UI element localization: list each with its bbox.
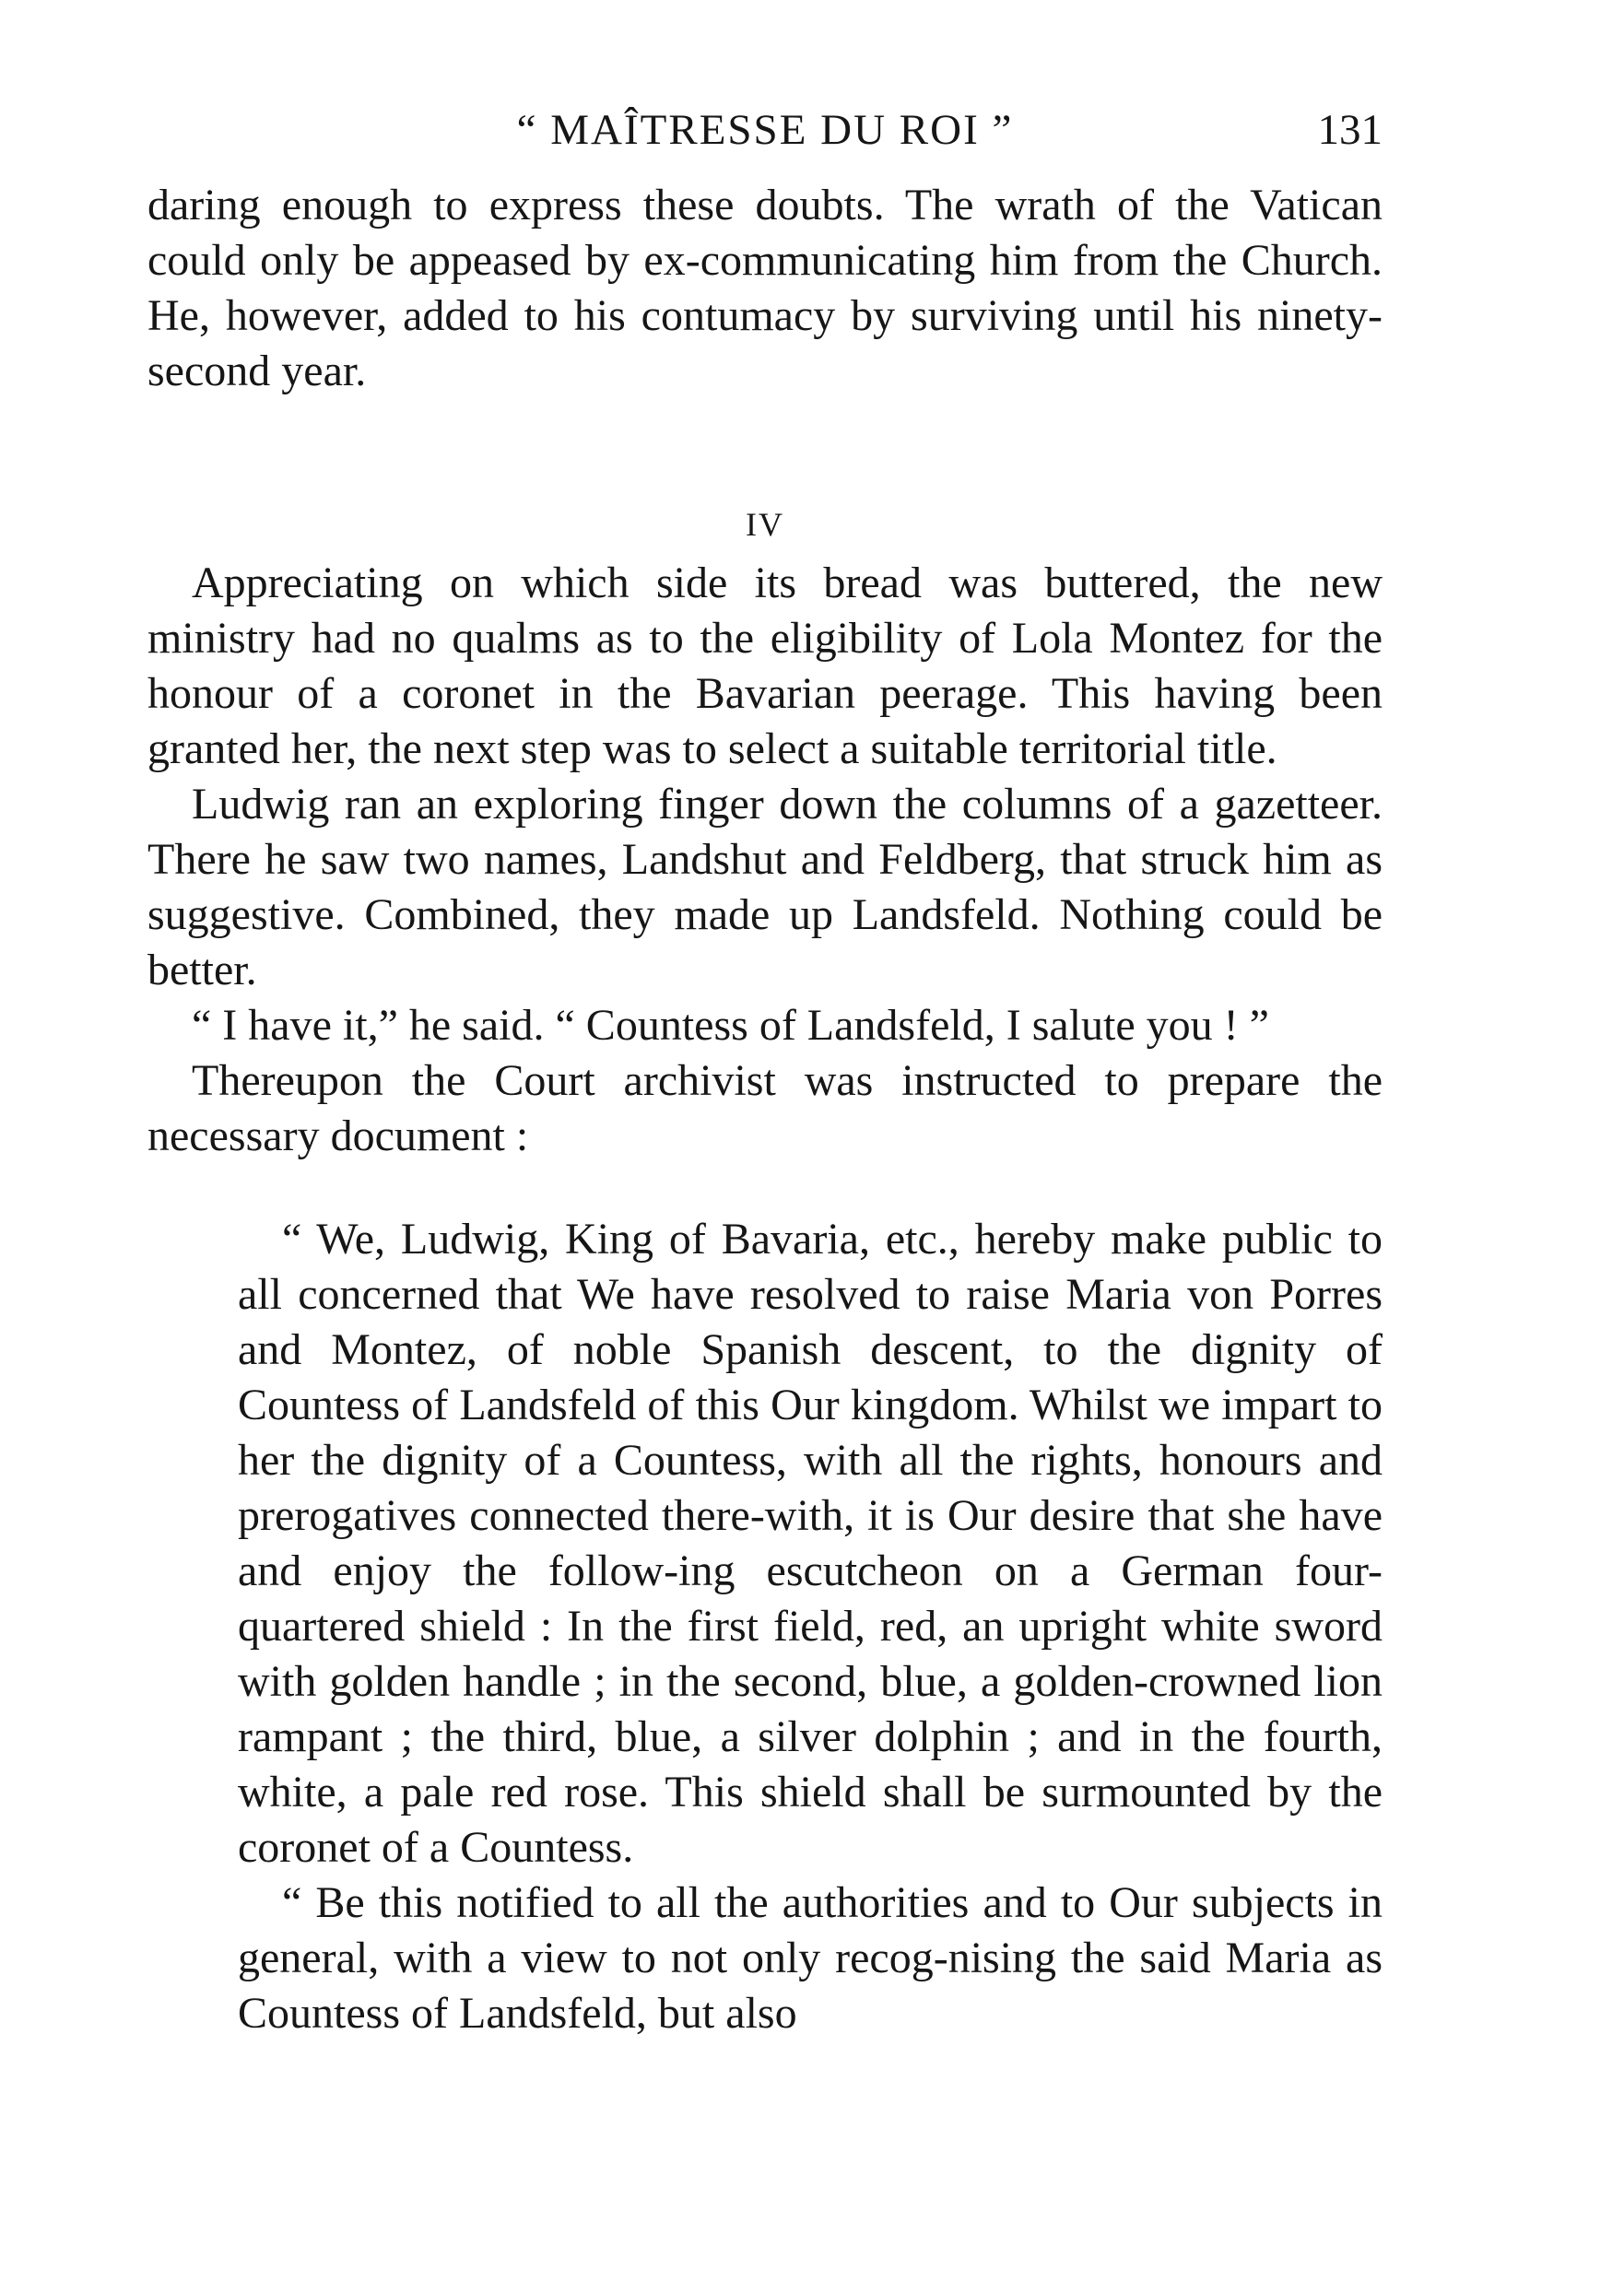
quote-paragraph: “ Be this notified to all the authorities and to Our subjects in general, with a view to not only recog-nising the said Maria as Countess of Landsfeld, but also [238, 1878, 1383, 2038]
paragraph: Thereupon the Court archivist was instructed to prepare the necessary document : [147, 1056, 1383, 1160]
paragraph: “ I have it,” he said. “ Countess of Landsfeld, I salute you ! ” [192, 1001, 1269, 1050]
running-head [147, 98, 1383, 162]
paragraph-continuation: daring enough to express these doubts. The wrath of the Vatican could only be appeased by ex-communicating him from the Church. He, however, added to his contumacy by surviving until his ninety-second year. [147, 181, 1383, 395]
running-title: “ MAÎTRESSE DU ROI ” [516, 106, 1014, 154]
section-numeral: IV [746, 506, 784, 543]
paragraph: Appreciating on which side its bread was buttered, the new ministry had no qualms as to the eligibility of Lola Montez for the honour of a coronet in the Bavarian peerage. This having been granted her, the next step was to select a suitable territorial title. [147, 558, 1383, 773]
quote-paragraph: “ We, Ludwig, King of Bavaria, etc., hereby make public to all concerned that We have resolved to raise Maria von Porres and Montez, of noble Spanish descent, to the dignity of Countess of Landsfeld of this Our kingdom. Whilst we impart to her the dignity of a Countess, with all the rights, honours and prerogatives connected there-with, it is Our desire that she have and enjoy the follow-ing escutcheon on a German four-quartered shield : In the first field, red, an upright white sword with golden handle ; in the second, blue, a golden-crowned lion rampant ; the third, blue, a silver dolphin ; and in the fourth, white, a pale red rose. This shield shall be surmounted by the coronet of a Countess. [238, 1215, 1383, 1872]
section-spacer [147, 399, 1383, 499]
page-number: 131 [1317, 106, 1383, 154]
paragraph: Ludwig ran an exploring finger down the columns of a gazetteer. There he saw two names, Landshut and Feldberg, that struck him as suggestive. Combined, they made up Landsfeld. Nothing could be better. [147, 780, 1383, 994]
body-text [147, 178, 1383, 2041]
block-quote [238, 1212, 1383, 2041]
